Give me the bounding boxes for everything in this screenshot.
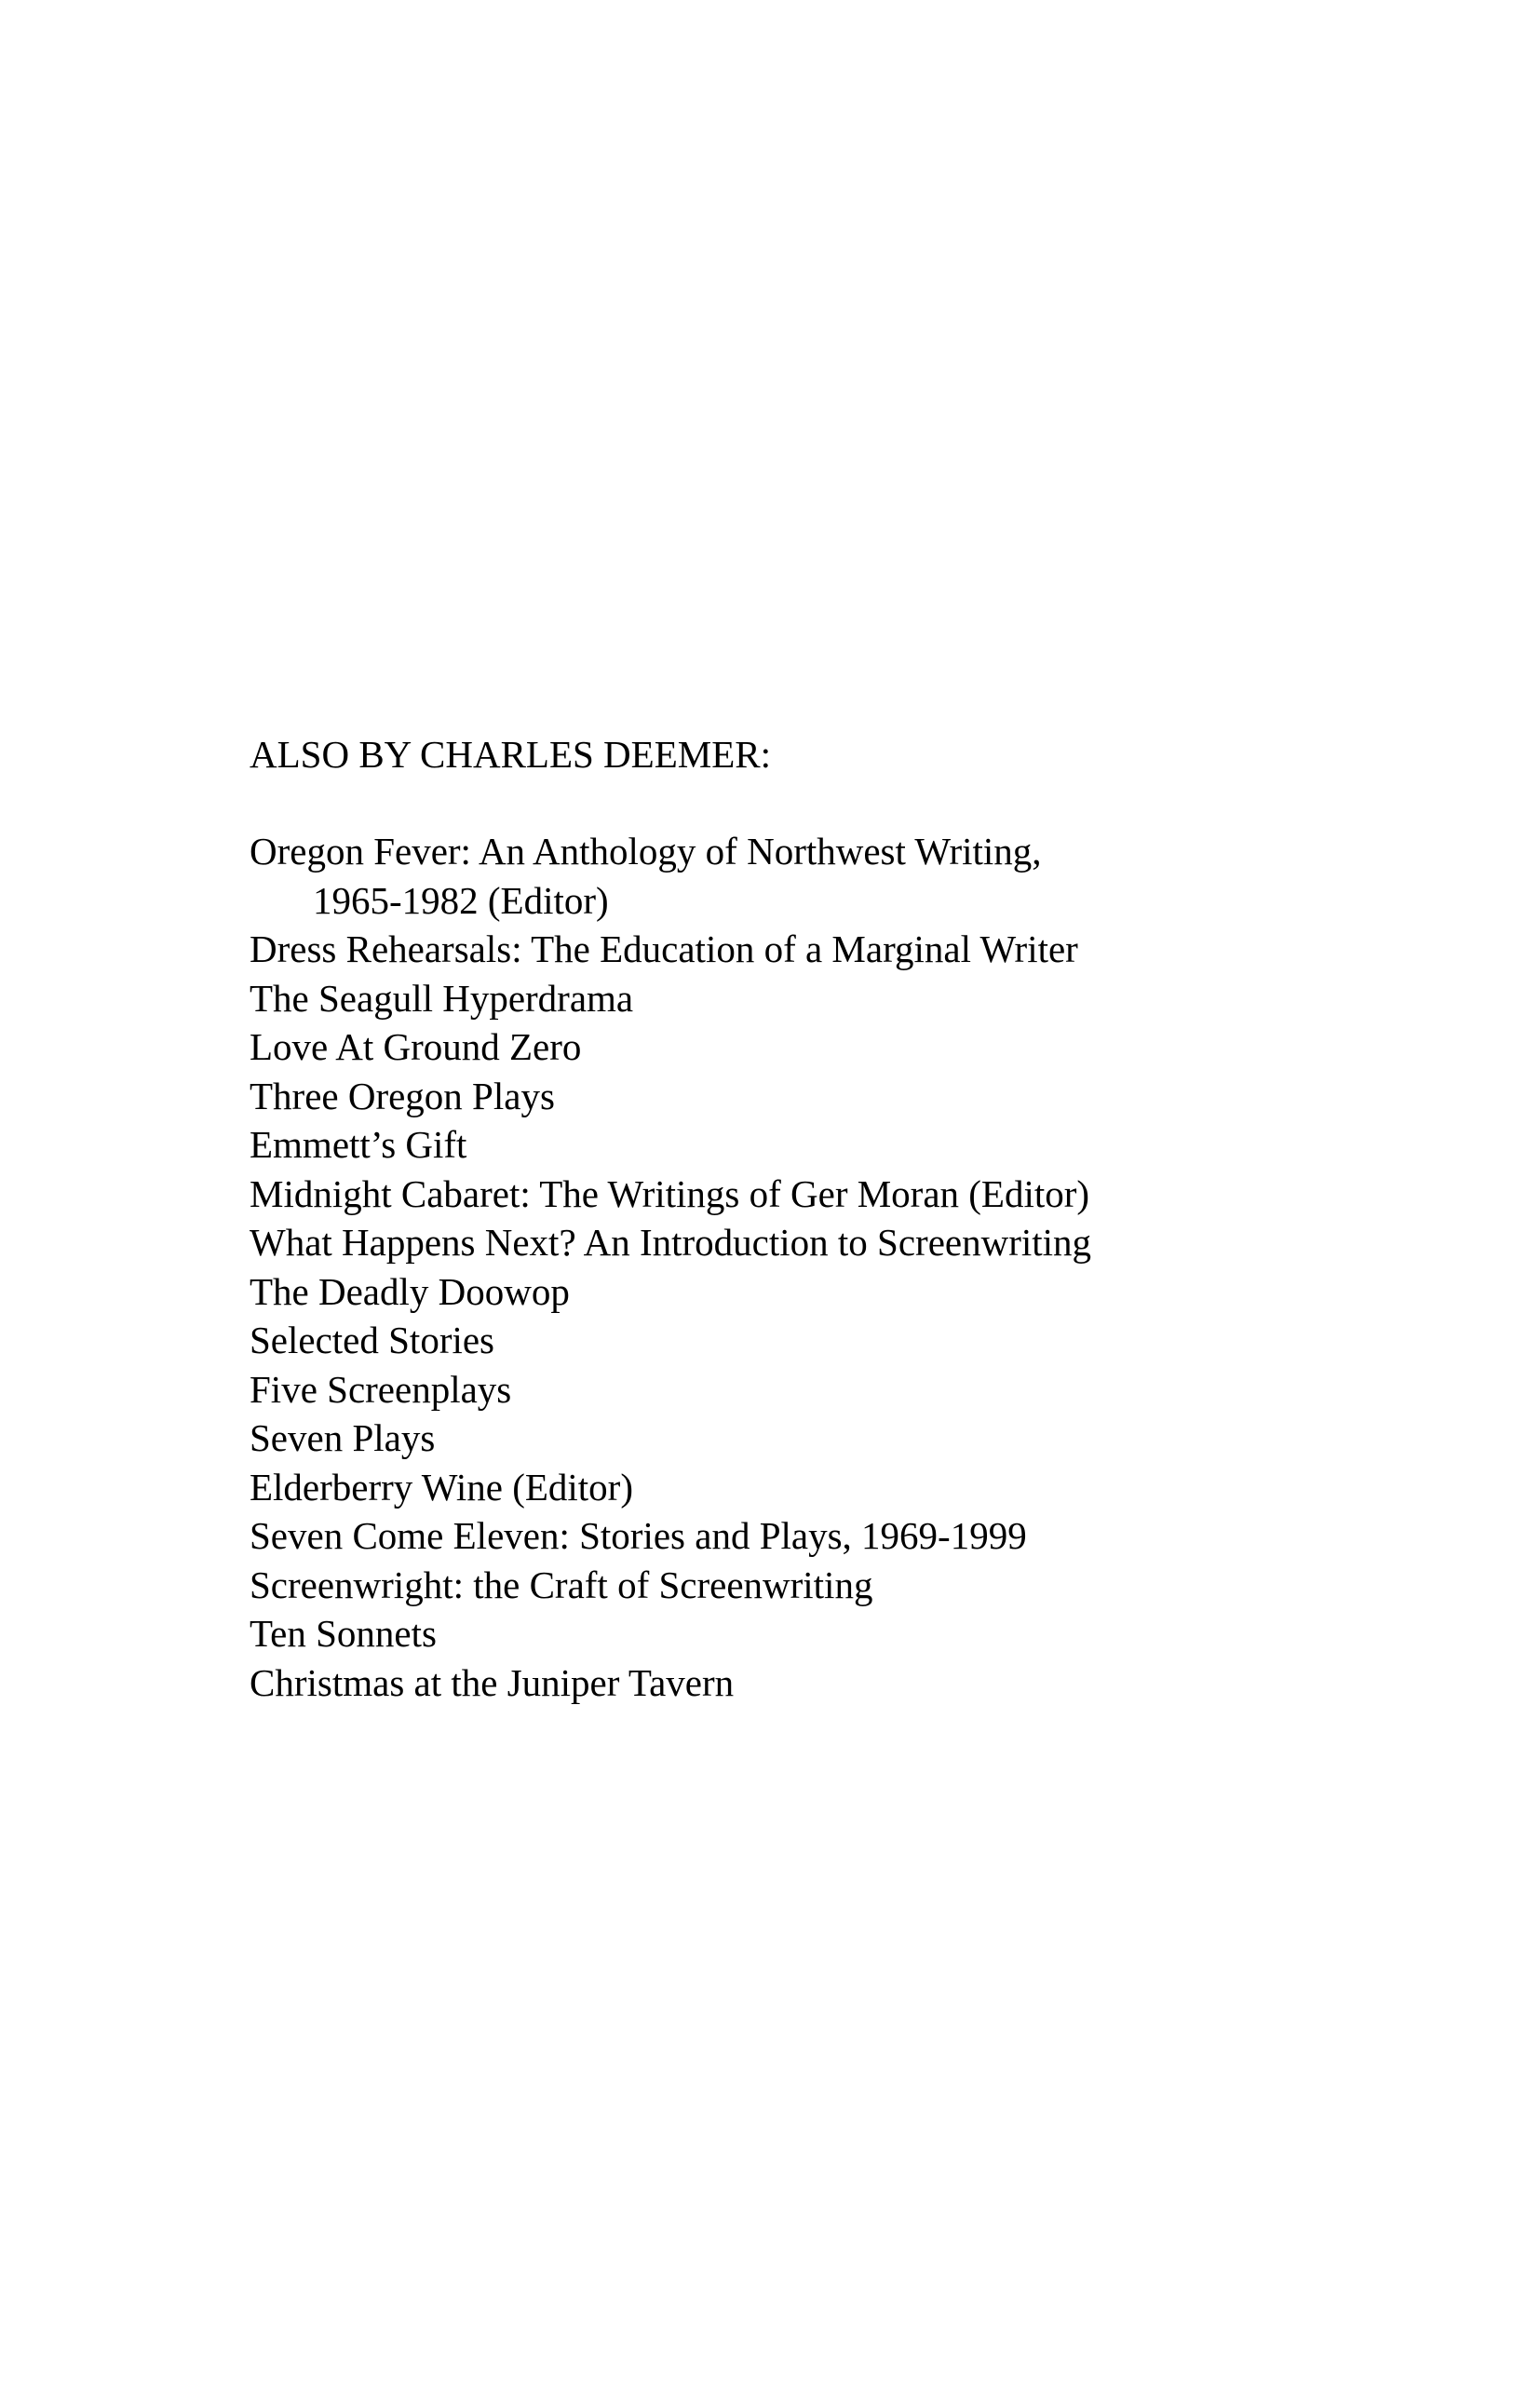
book-title: Three Oregon Plays <box>250 1074 555 1117</box>
book-title: Love At Ground Zero <box>250 1025 582 1068</box>
book-title: Christmas at the Juniper Tavern <box>250 1660 735 1704</box>
book-title: The Seagull Hyperdrama <box>250 976 634 1020</box>
book-title: Selected Stories <box>250 1319 495 1361</box>
book-title: Emmett’s Gift <box>250 1123 467 1166</box>
book-title: Screenwright: the Craft of Screenwriting <box>250 1563 873 1606</box>
book-title-list <box>250 827 1367 1707</box>
book-title: Five Screenplays <box>250 1367 512 1411</box>
book-title: What Happens Next? An Introduction to Screenwriting <box>250 1221 1092 1264</box>
also-by-heading: ALSO BY CHARLES DEEMER: <box>250 733 771 776</box>
book-title: Ten Sonnets <box>250 1612 437 1655</box>
book-title: Oregon Fever: An Anthology of Northwest Writing, <box>250 830 1042 873</box>
book-title-continuation: 1965-1982 (Editor) <box>313 878 609 922</box>
also-by-section <box>250 730 1367 1707</box>
book-title: Elderberry Wine (Editor) <box>250 1465 633 1509</box>
book-title: The Deadly Doowop <box>250 1269 570 1313</box>
book-title: Dress Rehearsals: The Education of a Marginal Writer <box>250 927 1078 970</box>
book-title: Seven Plays <box>250 1416 436 1459</box>
book-title: Seven Come Eleven: Stories and Plays, 1969-1999 <box>250 1514 1027 1557</box>
book-title: Midnight Cabaret: The Writings of Ger Moran (Editor) <box>250 1171 1090 1215</box>
